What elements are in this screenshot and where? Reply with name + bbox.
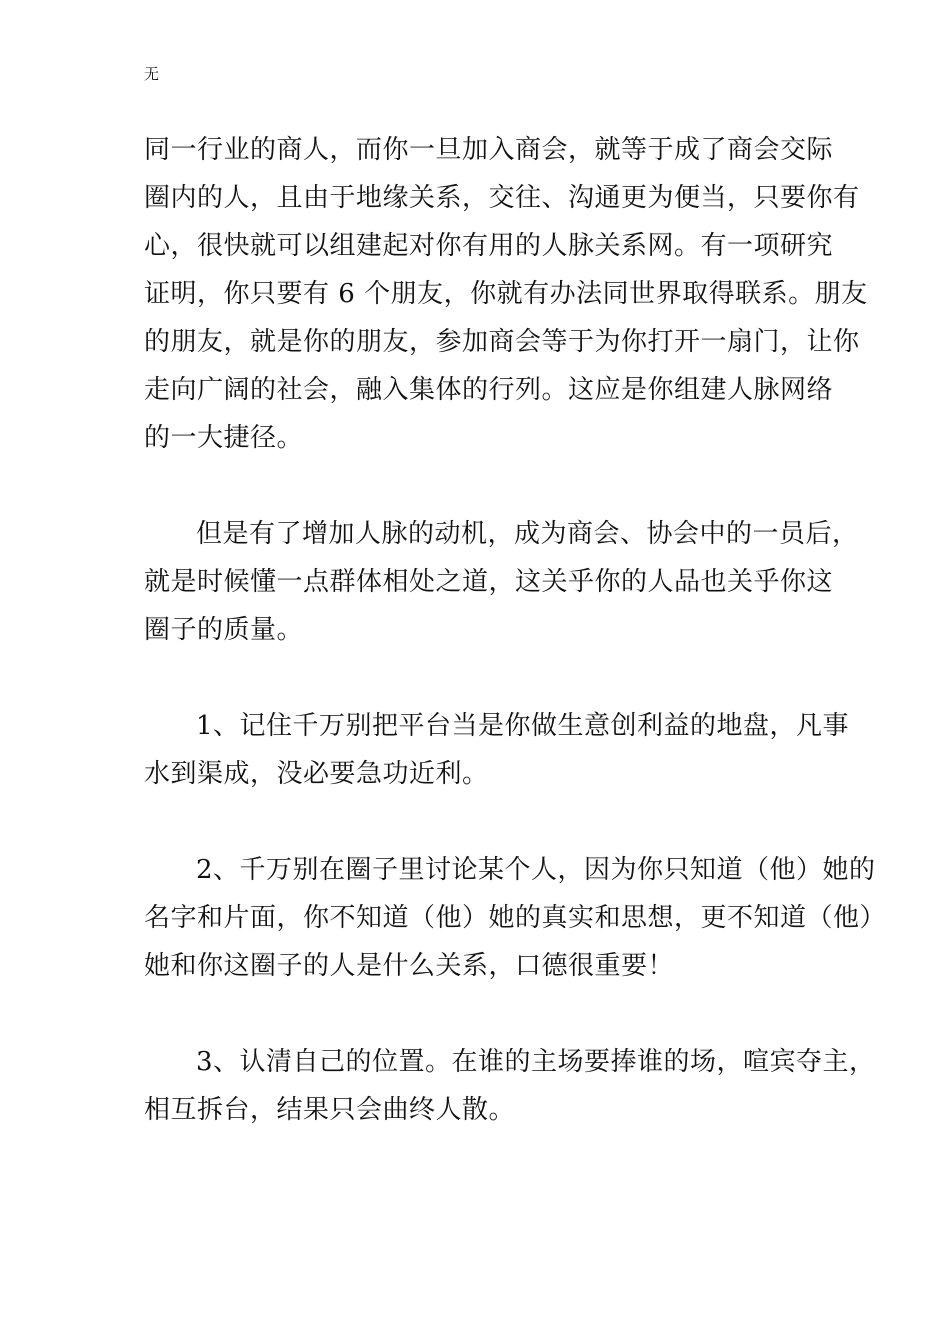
text-line: 的朋友，就是你的朋友，参加商会等于为你打开一扇门，让你 <box>144 327 860 357</box>
text-line: 的一大捷径。 <box>144 423 304 453</box>
text-line: 就是时候懂一点群体相处之道，这关乎你的人品也关乎你这 <box>144 567 834 597</box>
paragraph-2 <box>144 510 859 654</box>
paragraph-5 <box>144 1038 876 1134</box>
text-line: 走向广阔的社会，融入集体的行列。这应是你组建人脉网络 <box>144 375 834 405</box>
document-body <box>144 126 887 1134</box>
text-line: 名字和片面，你不知道（他）她的真实和思想，更不知道（他） <box>144 903 887 933</box>
text-line: 水到渠成，没必要急功近利。 <box>144 759 489 789</box>
text-line: 相互拆台，结果只会曲终人散。 <box>144 1095 516 1125</box>
paragraph-3 <box>144 702 850 798</box>
text-line: 圈子的质量。 <box>144 615 304 645</box>
paragraph-gap <box>144 654 812 702</box>
text-line: 同一行业的商人，而你一旦加入商会，就等于成了商会交际 <box>144 135 834 165</box>
paragraph-1 <box>144 126 868 462</box>
paragraph-4 <box>144 846 887 990</box>
paragraph-gap <box>144 798 812 846</box>
text-line: 2、千万别在圈子里讨论某个人，因为你只知道（他）她的 <box>196 855 876 885</box>
text-line: 证明，你只要有 6 个朋友，你就有办法同世界取得联系。朋友 <box>144 279 868 309</box>
paragraph-gap <box>144 990 812 1038</box>
text-line: 心，很快就可以组建起对你有用的人脉关系网。有一项研究 <box>144 231 834 261</box>
paragraph-gap <box>144 462 812 510</box>
text-line: 她和你这圈子的人是什么关系，口德很重要！ <box>144 951 675 981</box>
text-line: 3、认清自己的位置。在谁的主场要捧谁的场，喧宾夺主， <box>196 1047 876 1077</box>
text-line: 但是有了增加人脉的动机，成为商会、协会中的一员后， <box>196 519 859 549</box>
text-line: 1、记住千万别把平台当是你做生意创利益的地盘，凡事 <box>196 711 850 741</box>
text-line: 圈内的人，且由于地缘关系，交往、沟通更为便当，只要你有 <box>144 183 860 213</box>
page-header: 无 <box>144 65 160 83</box>
